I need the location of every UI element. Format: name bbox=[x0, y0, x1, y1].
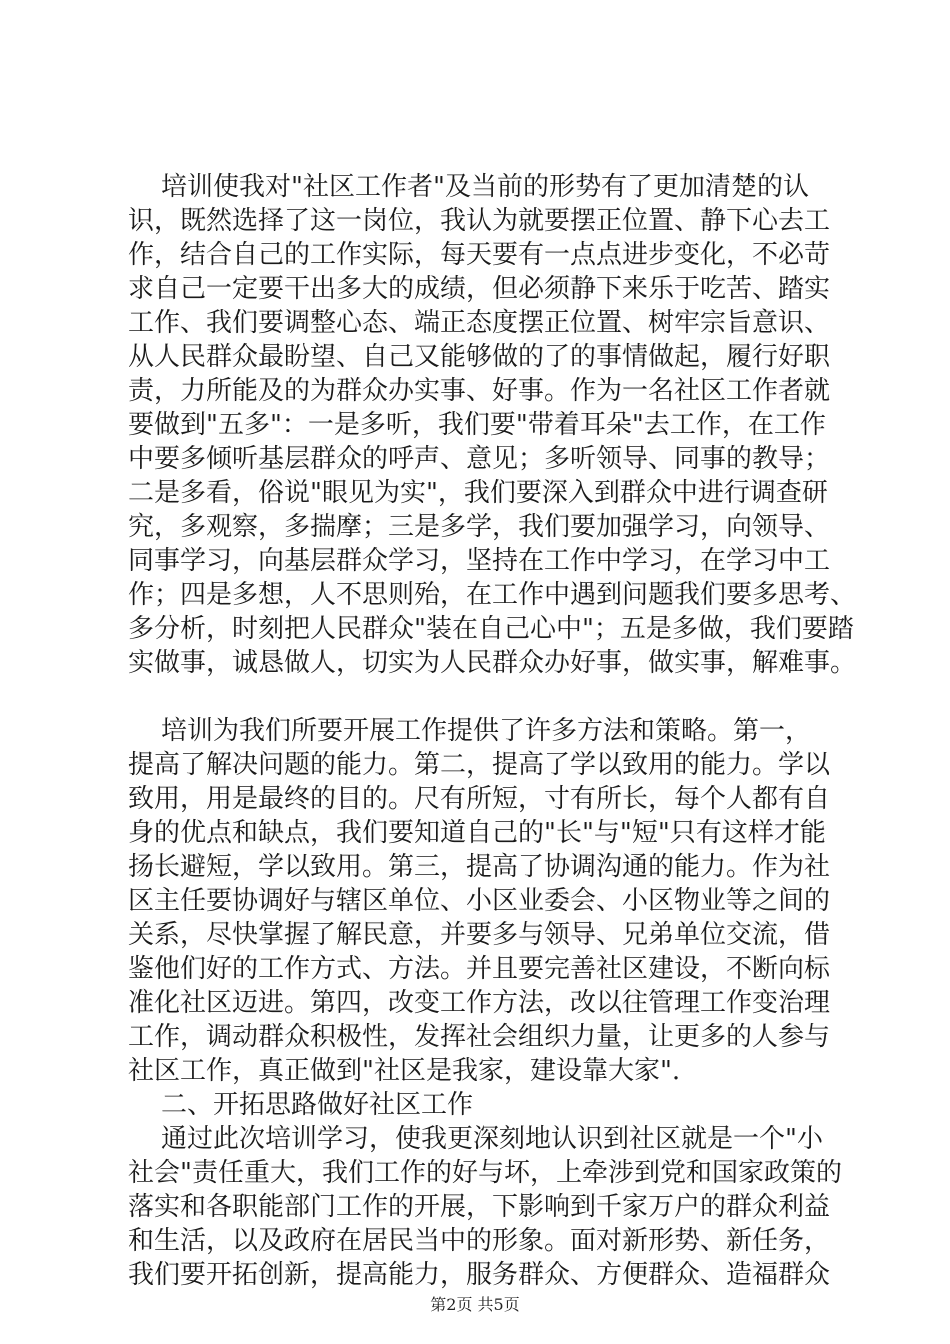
text-line: 区主任要协调好与辖区单位、小区业委会、小区物业等之间的 bbox=[128, 886, 831, 916]
text-line: 求自己一定要干出多大的成绩，但必须静下来乐于吃苦、踏实 bbox=[128, 274, 831, 304]
text-line: 通过此次培训学习，使我更深刻地认识到社区就是一个"小 bbox=[128, 1124, 824, 1154]
text-line: 鉴他们好的工作方式、方法。并且要完善社区建设，不断向标 bbox=[128, 954, 831, 984]
section-heading bbox=[128, 1088, 828, 1122]
text-line: 社区工作，真正做到"社区是我家，建设靠大家". bbox=[128, 1056, 681, 1086]
text-line: 工作、我们要调整心态、端正态度摆正位置、树牢宗旨意识、 bbox=[128, 308, 831, 338]
text-line: 身的优点和缺点，我们要知道自己的"长"与"短"只有这样才能 bbox=[128, 818, 826, 848]
text-line: 究，多观察，多揣摩；三是多学，我们要加强学习，向领导、 bbox=[128, 512, 831, 542]
heading-text: 二、开拓思路做好社区工作 bbox=[128, 1090, 474, 1120]
paragraph-training-awareness bbox=[128, 170, 857, 680]
text-line: 从人民群众最盼望、自己又能够做的了的事情做起，履行好职 bbox=[128, 342, 831, 372]
text-line: 同事学习，向基层群众学习，坚持在工作中学习，在学习中工 bbox=[128, 546, 831, 576]
text-line: 要做到"五多"：一是多听，我们要"带着耳朵"去工作，在工作 bbox=[128, 410, 826, 440]
text-line: 和生活，以及政府在居民当中的形象。面对新形势、新任务， bbox=[128, 1226, 831, 1256]
text-line: 培训使我对"社区工作者"及当前的形势有了更加清楚的认 bbox=[128, 172, 809, 202]
text-line: 作，结合自己的工作实际，每天要有一点点进步变化，不必苛 bbox=[128, 240, 831, 270]
text-line: 落实和各职能部门工作的开展，下影响到千家万户的群众利益 bbox=[128, 1192, 831, 1222]
paragraph-community-society bbox=[128, 1122, 842, 1292]
paragraph-spacer bbox=[128, 680, 828, 714]
text-line: 社会"责任重大，我们工作的好与坏，上牵涉到党和国家政策的 bbox=[128, 1158, 842, 1188]
document-body bbox=[128, 170, 857, 1292]
text-line: 关系，尽快掌握了解民意，并要多与领导、兄弟单位交流，借 bbox=[128, 920, 831, 950]
page-footer: 第2页 共5页 bbox=[430, 1295, 520, 1314]
text-line: 作；四是多想，人不思则殆，在工作中遇到问题我们要多思考、 bbox=[128, 580, 857, 610]
text-line: 二是多看，俗说"眼见为实"，我们要深入到群众中进行调查研 bbox=[128, 478, 828, 508]
text-line: 提高了解决问题的能力。第二，提高了学以致用的能力。学以 bbox=[128, 750, 831, 780]
text-line: 责，力所能及的为群众办实事、好事。作为一名社区工作者就 bbox=[128, 376, 831, 406]
text-line: 致用，用是最终的目的。尺有所短，寸有所长，每个人都有自 bbox=[128, 784, 831, 814]
text-line: 识，既然选择了这一岗位，我认为就要摆正位置、静下心去工 bbox=[128, 206, 831, 236]
paragraph-training-methods bbox=[128, 714, 831, 1088]
text-line: 实做事，诚恳做人，切实为人民群众办好事，做实事，解难事。 bbox=[128, 648, 857, 678]
text-line: 中要多倾听基层群众的呼声、意见；多听领导、同事的教导； bbox=[128, 444, 831, 474]
text-line: 多分析，时刻把人民群众"装在自己心中"；五是多做，我们要踏 bbox=[128, 614, 854, 644]
text-line: 扬长避短，学以致用。第三，提高了协调沟通的能力。作为社 bbox=[128, 852, 831, 882]
text-line: 我们要开拓创新，提高能力，服务群众、方便群众、造福群众 bbox=[128, 1260, 831, 1290]
text-line: 准化社区迈进。第四，改变工作方法，改以往管理工作变治理 bbox=[128, 988, 831, 1018]
text-line: 培训为我们所要开展工作提供了许多方法和策略。第一， bbox=[128, 716, 812, 746]
text-line: 工作，调动群众积极性，发挥社会组织力量，让更多的人参与 bbox=[128, 1022, 831, 1052]
